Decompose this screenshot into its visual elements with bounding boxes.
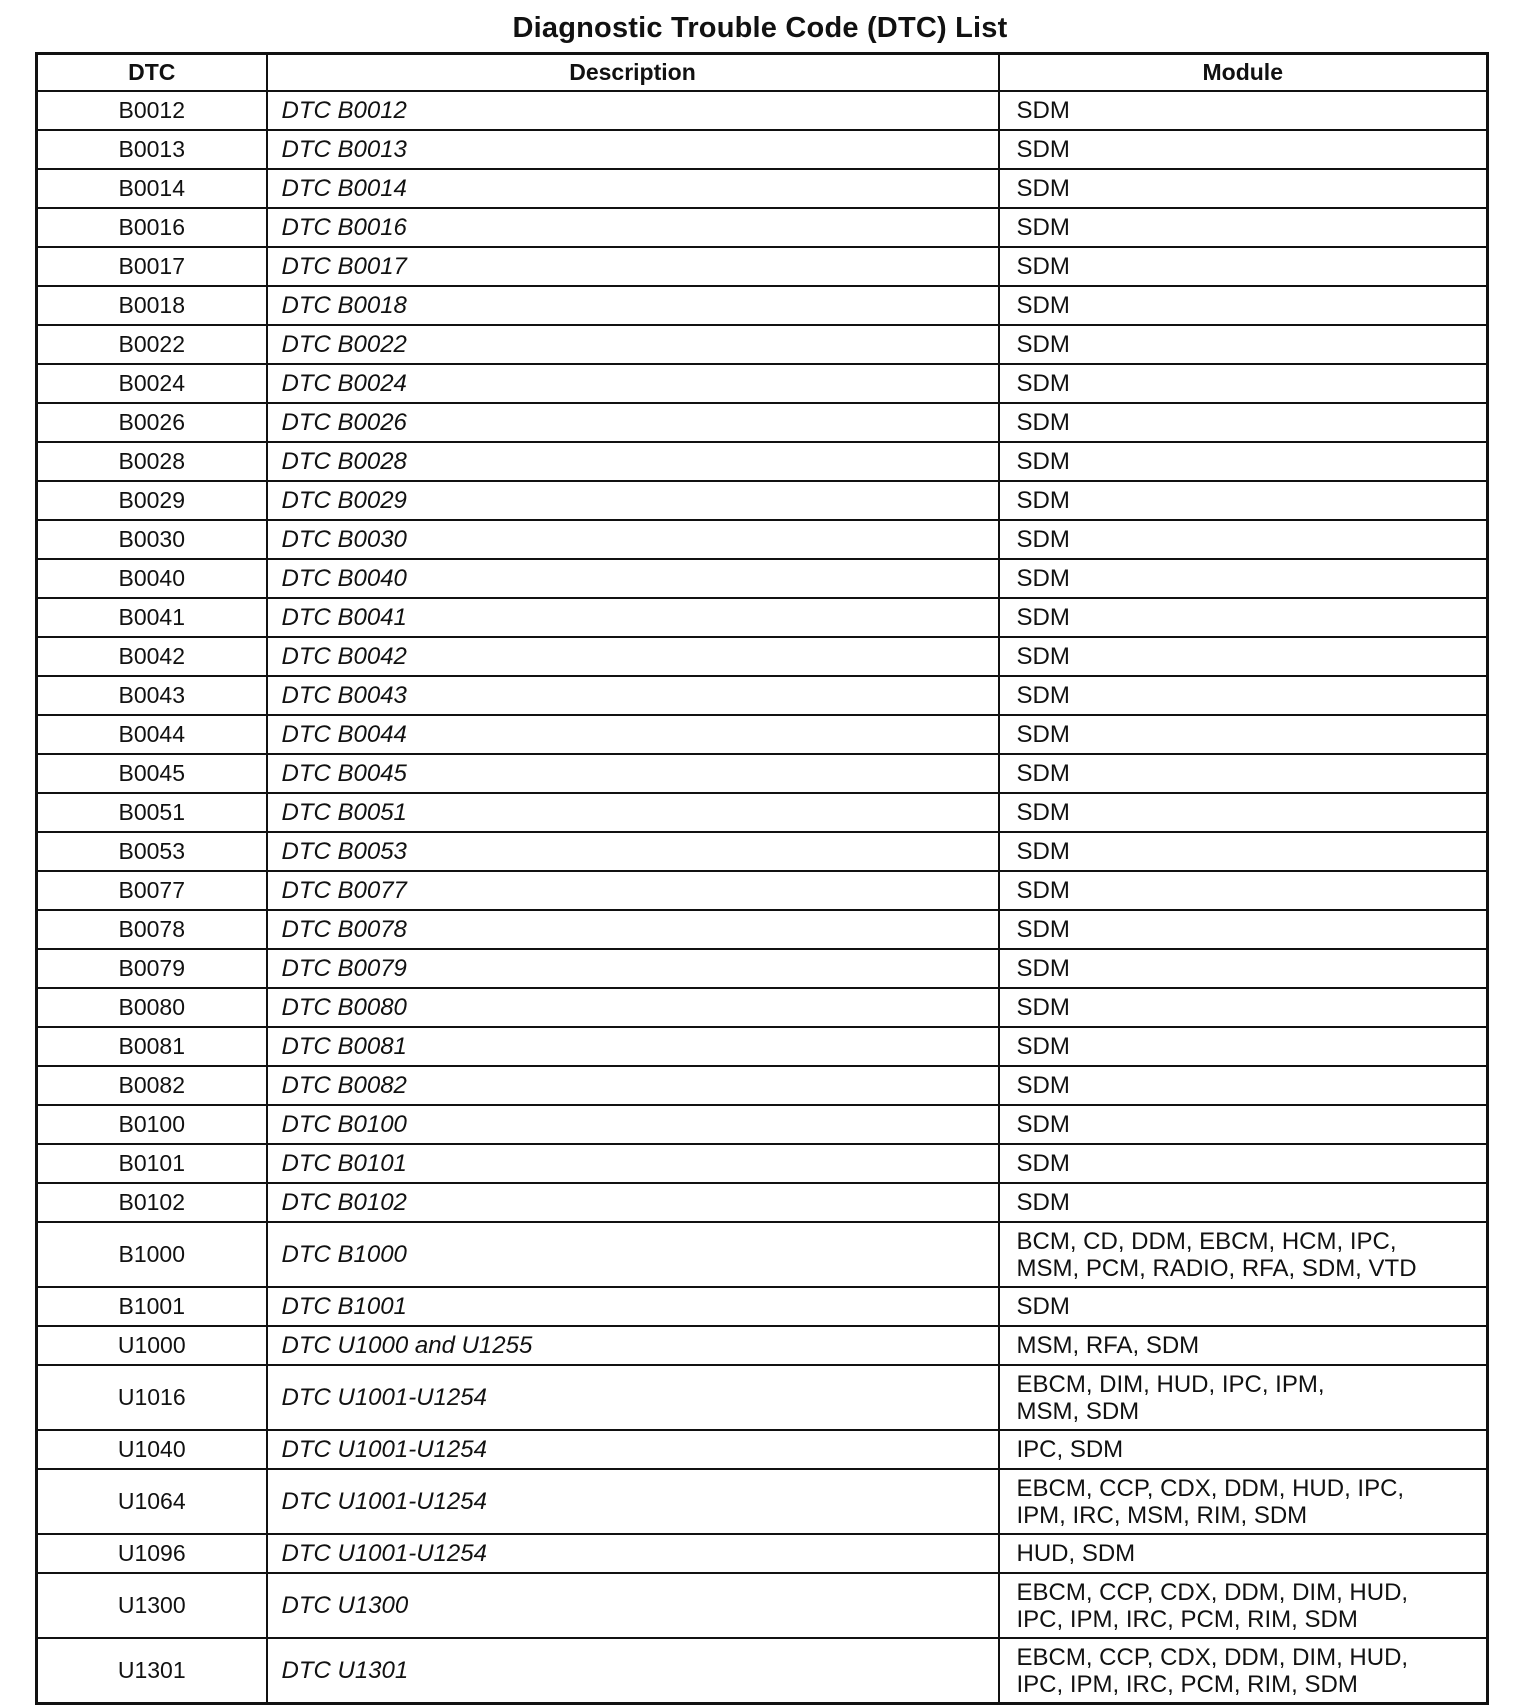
table-row [37, 442, 1488, 481]
module-cell [999, 1573, 1488, 1638]
dtc-code-cell: B0018 [37, 286, 267, 325]
description-cell: DTC B0082 [267, 1066, 999, 1105]
table-row [37, 169, 1488, 208]
description-cell: DTC B0026 [267, 403, 999, 442]
description-cell: DTC B0029 [267, 481, 999, 520]
module-cell: IPC, SDM [999, 1430, 1488, 1469]
dtc-code-cell: B0080 [37, 988, 267, 1027]
module-cell: SDM [999, 520, 1488, 559]
description-cell: DTC U1001-U1254 [267, 1469, 999, 1534]
description-cell: DTC B0040 [267, 559, 999, 598]
description-cell: DTC B0041 [267, 598, 999, 637]
dtc-code-cell: B0026 [37, 403, 267, 442]
description-cell: DTC B0022 [267, 325, 999, 364]
module-cell: SDM [999, 169, 1488, 208]
description-cell: DTC U1001-U1254 [267, 1365, 999, 1430]
table-row [37, 208, 1488, 247]
description-cell: DTC B1001 [267, 1287, 999, 1326]
module-cell: SDM [999, 1066, 1488, 1105]
description-cell: DTC B0042 [267, 637, 999, 676]
module-cell: SDM [999, 988, 1488, 1027]
table-row [37, 1222, 1488, 1287]
table-row [37, 1027, 1488, 1066]
table-row [37, 1144, 1488, 1183]
module-cell: SDM [999, 442, 1488, 481]
module-line: IPC, IPM, IRC, PCM, RIM, SDM [1016, 1605, 1358, 1633]
table-row [37, 1066, 1488, 1105]
module-line: EBCM, CCP, CDX, DDM, DIM, HUD, [1016, 1578, 1409, 1606]
page-title: Diagnostic Trouble Code (DTC) List [512, 12, 1008, 44]
table-row [37, 1534, 1488, 1573]
table-header-row [37, 54, 1488, 92]
module-cell: SDM [999, 793, 1488, 832]
dtc-code-cell: B1000 [37, 1222, 267, 1287]
module-line: MSM, SDM [1016, 1397, 1140, 1425]
module-cell: SDM [999, 325, 1488, 364]
dtc-code-cell: B0024 [37, 364, 267, 403]
table-row [37, 130, 1488, 169]
module-cell: SDM [999, 403, 1488, 442]
table-row [37, 715, 1488, 754]
description-cell: DTC B0079 [267, 949, 999, 988]
module-cell: SDM [999, 949, 1488, 988]
column-header-dtc: DTC [37, 54, 267, 92]
module-line: EBCM, DIM, HUD, IPC, IPM, [1016, 1370, 1325, 1398]
column-header-module: Module [999, 54, 1488, 92]
dtc-code-cell: B0045 [37, 754, 267, 793]
dtc-code-cell: B0029 [37, 481, 267, 520]
dtc-code-cell: U1040 [37, 1430, 267, 1469]
module-cell [999, 1469, 1488, 1534]
description-cell: DTC U1001-U1254 [267, 1534, 999, 1573]
table-row [37, 481, 1488, 520]
table-row [37, 1638, 1488, 1704]
module-cell: SDM [999, 715, 1488, 754]
description-cell: DTC B0044 [267, 715, 999, 754]
module-line: BCM, CD, DDM, EBCM, HCM, IPC, [1016, 1227, 1397, 1255]
table-row [37, 286, 1488, 325]
table-row [37, 598, 1488, 637]
description-cell: DTC B0045 [267, 754, 999, 793]
dtc-code-cell: B1001 [37, 1287, 267, 1326]
dtc-code-cell: B0016 [37, 208, 267, 247]
description-cell: DTC B0012 [267, 91, 999, 130]
module-cell: SDM [999, 1144, 1488, 1183]
description-cell: DTC B1000 [267, 1222, 999, 1287]
table-row [37, 559, 1488, 598]
dtc-code-cell: B0053 [37, 832, 267, 871]
description-cell: DTC U1301 [267, 1638, 999, 1704]
module-cell [999, 1365, 1488, 1430]
dtc-code-cell: U1064 [37, 1469, 267, 1534]
module-cell: SDM [999, 481, 1488, 520]
table-body [37, 91, 1488, 1704]
dtc-code-cell: U1301 [37, 1638, 267, 1704]
description-cell: DTC B0017 [267, 247, 999, 286]
description-cell: DTC B0080 [267, 988, 999, 1027]
module-cell: SDM [999, 1183, 1488, 1222]
module-cell: SDM [999, 364, 1488, 403]
dtc-code-cell: B0079 [37, 949, 267, 988]
table-row [37, 637, 1488, 676]
description-cell: DTC B0051 [267, 793, 999, 832]
description-cell: DTC B0043 [267, 676, 999, 715]
module-cell: SDM [999, 1105, 1488, 1144]
table-row [37, 325, 1488, 364]
description-cell: DTC B0016 [267, 208, 999, 247]
dtc-code-cell: B0014 [37, 169, 267, 208]
module-cell [999, 1222, 1488, 1287]
module-cell [999, 1638, 1488, 1704]
table-row [37, 364, 1488, 403]
module-cell: SDM [999, 247, 1488, 286]
dtc-code-cell: B0041 [37, 598, 267, 637]
dtc-code-cell: B0030 [37, 520, 267, 559]
module-cell: SDM [999, 754, 1488, 793]
dtc-code-cell: B0081 [37, 1027, 267, 1066]
module-cell: SDM [999, 130, 1488, 169]
description-cell: DTC B0018 [267, 286, 999, 325]
dtc-code-cell: B0040 [37, 559, 267, 598]
table-row [37, 1326, 1488, 1365]
table-row [37, 1287, 1488, 1326]
description-cell: DTC B0028 [267, 442, 999, 481]
dtc-code-cell: B0077 [37, 871, 267, 910]
table-row [37, 1469, 1488, 1534]
table-row [37, 793, 1488, 832]
table-row [37, 949, 1488, 988]
dtc-code-cell: U1016 [37, 1365, 267, 1430]
module-cell: SDM [999, 598, 1488, 637]
dtc-code-cell: B0100 [37, 1105, 267, 1144]
description-cell: DTC B0053 [267, 832, 999, 871]
module-cell: SDM [999, 637, 1488, 676]
description-cell: DTC B0013 [267, 130, 999, 169]
table-row [37, 247, 1488, 286]
module-cell: MSM, RFA, SDM [999, 1326, 1488, 1365]
description-cell: DTC B0081 [267, 1027, 999, 1066]
description-cell: DTC B0078 [267, 910, 999, 949]
module-cell: SDM [999, 676, 1488, 715]
table-row [37, 988, 1488, 1027]
table-row [37, 520, 1488, 559]
dtc-code-cell: U1000 [37, 1326, 267, 1365]
table-row [37, 910, 1488, 949]
module-cell: SDM [999, 832, 1488, 871]
module-cell: SDM [999, 1027, 1488, 1066]
module-cell: SDM [999, 1287, 1488, 1326]
module-line: IPM, IRC, MSM, RIM, SDM [1016, 1501, 1308, 1529]
description-cell: DTC B0024 [267, 364, 999, 403]
dtc-code-cell: B0013 [37, 130, 267, 169]
dtc-code-cell: B0078 [37, 910, 267, 949]
table-row [37, 1105, 1488, 1144]
dtc-code-cell: U1096 [37, 1534, 267, 1573]
table-row [37, 1573, 1488, 1638]
description-cell: DTC B0102 [267, 1183, 999, 1222]
dtc-code-cell: B0017 [37, 247, 267, 286]
table-row [37, 1430, 1488, 1469]
module-line: IPC, IPM, IRC, PCM, RIM, SDM [1016, 1670, 1358, 1698]
dtc-code-cell: B0022 [37, 325, 267, 364]
description-cell: DTC U1300 [267, 1573, 999, 1638]
dtc-code-cell: B0101 [37, 1144, 267, 1183]
table-row [37, 1365, 1488, 1430]
table-row [37, 1183, 1488, 1222]
dtc-code-cell: B0044 [37, 715, 267, 754]
description-cell: DTC B0101 [267, 1144, 999, 1183]
table-row [37, 91, 1488, 130]
module-cell: SDM [999, 910, 1488, 949]
dtc-code-cell: B0102 [37, 1183, 267, 1222]
module-cell: SDM [999, 559, 1488, 598]
column-header-description: Description [267, 54, 999, 92]
dtc-code-cell: B0043 [37, 676, 267, 715]
module-cell: SDM [999, 286, 1488, 325]
table-row [37, 754, 1488, 793]
dtc-code-cell: B0051 [37, 793, 267, 832]
dtc-code-cell: B0012 [37, 91, 267, 130]
module-line: EBCM, CCP, CDX, DDM, HUD, IPC, [1016, 1474, 1405, 1502]
module-cell: HUD, SDM [999, 1534, 1488, 1573]
description-cell: DTC B0014 [267, 169, 999, 208]
dtc-table [35, 52, 1489, 1705]
module-line: EBCM, CCP, CDX, DDM, DIM, HUD, [1016, 1643, 1409, 1671]
table-row [37, 832, 1488, 871]
module-cell: SDM [999, 208, 1488, 247]
table-row [37, 403, 1488, 442]
description-cell: DTC B0100 [267, 1105, 999, 1144]
module-cell: SDM [999, 91, 1488, 130]
dtc-code-cell: U1300 [37, 1573, 267, 1638]
module-line: MSM, PCM, RADIO, RFA, SDM, VTD [1016, 1254, 1417, 1282]
dtc-code-cell: B0082 [37, 1066, 267, 1105]
table-row [37, 871, 1488, 910]
description-cell: DTC B0030 [267, 520, 999, 559]
dtc-code-cell: B0042 [37, 637, 267, 676]
description-cell: DTC U1001-U1254 [267, 1430, 999, 1469]
description-cell: DTC U1000 and U1255 [267, 1326, 999, 1365]
dtc-code-cell: B0028 [37, 442, 267, 481]
module-cell: SDM [999, 871, 1488, 910]
table-row [37, 676, 1488, 715]
description-cell: DTC B0077 [267, 871, 999, 910]
